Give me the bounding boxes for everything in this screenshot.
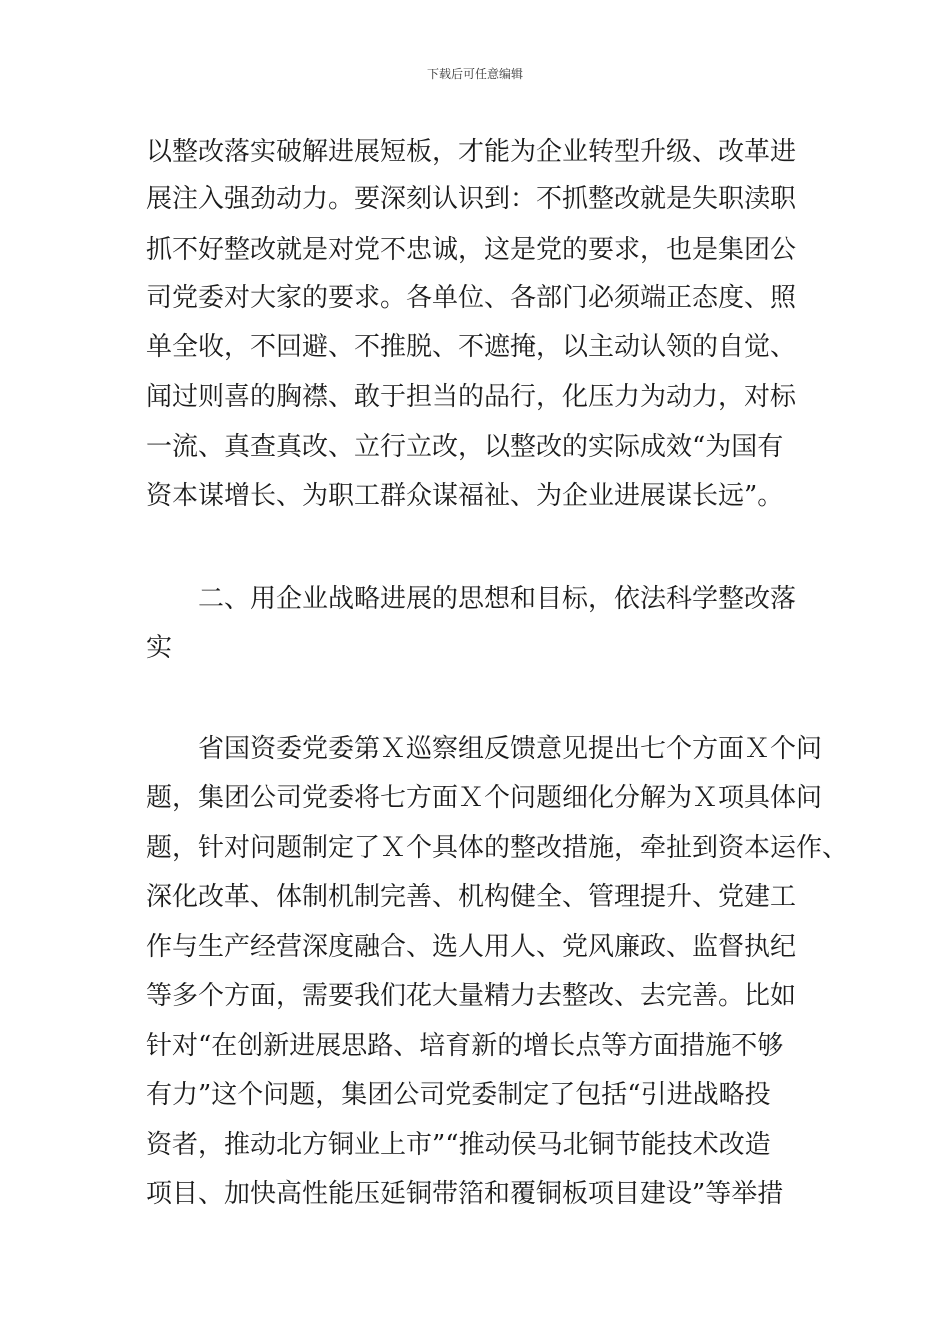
paragraph-2-line-4: 深化改革、体制机制完善、机构健全、管理提升、党建工 (146, 882, 797, 912)
section-heading-line-1: 二、用企业战略进展的思想和目标，依法科学整改落 (198, 584, 797, 614)
paragraph-1-line-3: 抓不好整改就是对党不忠诚，这是党的要求，也是集团公 (146, 235, 797, 265)
paragraph-2-line-1: 省国资委党委第Ｘ巡察组反馈意见提出七个方面Ｘ个问 (198, 734, 823, 764)
section-heading-line-2: 实 (146, 633, 173, 663)
paragraph-2-line-2: 题，集团公司党委将七方面Ｘ个问题细化分解为Ｘ项具体问 (146, 783, 823, 813)
paragraph-2-line-3: 题，针对问题制定了Ｘ个具体的整改措施，牵扯到资本运作、 (146, 833, 849, 863)
paragraph-1-line-1: 以整改落实破解进展短板，才能为企业转型升级、改革进 (146, 137, 797, 167)
paragraph-1-line-6: 闻过则喜的胸襟、敢于担当的品行，化压力为动力，对标 (146, 382, 797, 412)
paragraph-2-line-6: 等多个方面，需要我们花大量精力去整改、去完善。比如 (146, 981, 797, 1011)
paragraph-2-line-8: 有力”这个问题，集团公司党委制定了包括“引进战略投 (146, 1080, 771, 1110)
paragraph-2-line-10: 项目、加快高性能压延铜带箔和覆铜板项目建设”等举措 (146, 1179, 784, 1209)
page-header: 下载后可任意编辑 (426, 67, 523, 81)
paragraph-1-line-5: 单全收，不回避、不推脱、不遮掩，以主动认领的自觉、 (146, 332, 797, 362)
paragraph-1-line-8: 资本谋增长、为职工群众谋福祉、为企业进展谋长远”。 (146, 481, 784, 511)
paragraph-1-line-7: 一流、真查真改、立行立改，以整改的实际成效“为国有 (146, 432, 784, 462)
paragraph-2-line-9: 资者，推动北方铜业上市”“推动侯马北铜节能技术改造 (146, 1130, 771, 1160)
paragraph-2-line-5: 作与生产经营深度融合、选人用人、党风廉政、监督执纪 (146, 932, 797, 962)
paragraph-1-line-2: 展注入强劲动力。要深刻认识到：不抓整改就是失职渎职 (146, 184, 797, 214)
paragraph-2-line-7: 针对“在创新进展思路、培育新的增长点等方面措施不够 (146, 1031, 784, 1061)
paragraph-1-line-4: 司党委对大家的要求。各单位、各部门必须端正态度、照 (146, 283, 797, 313)
